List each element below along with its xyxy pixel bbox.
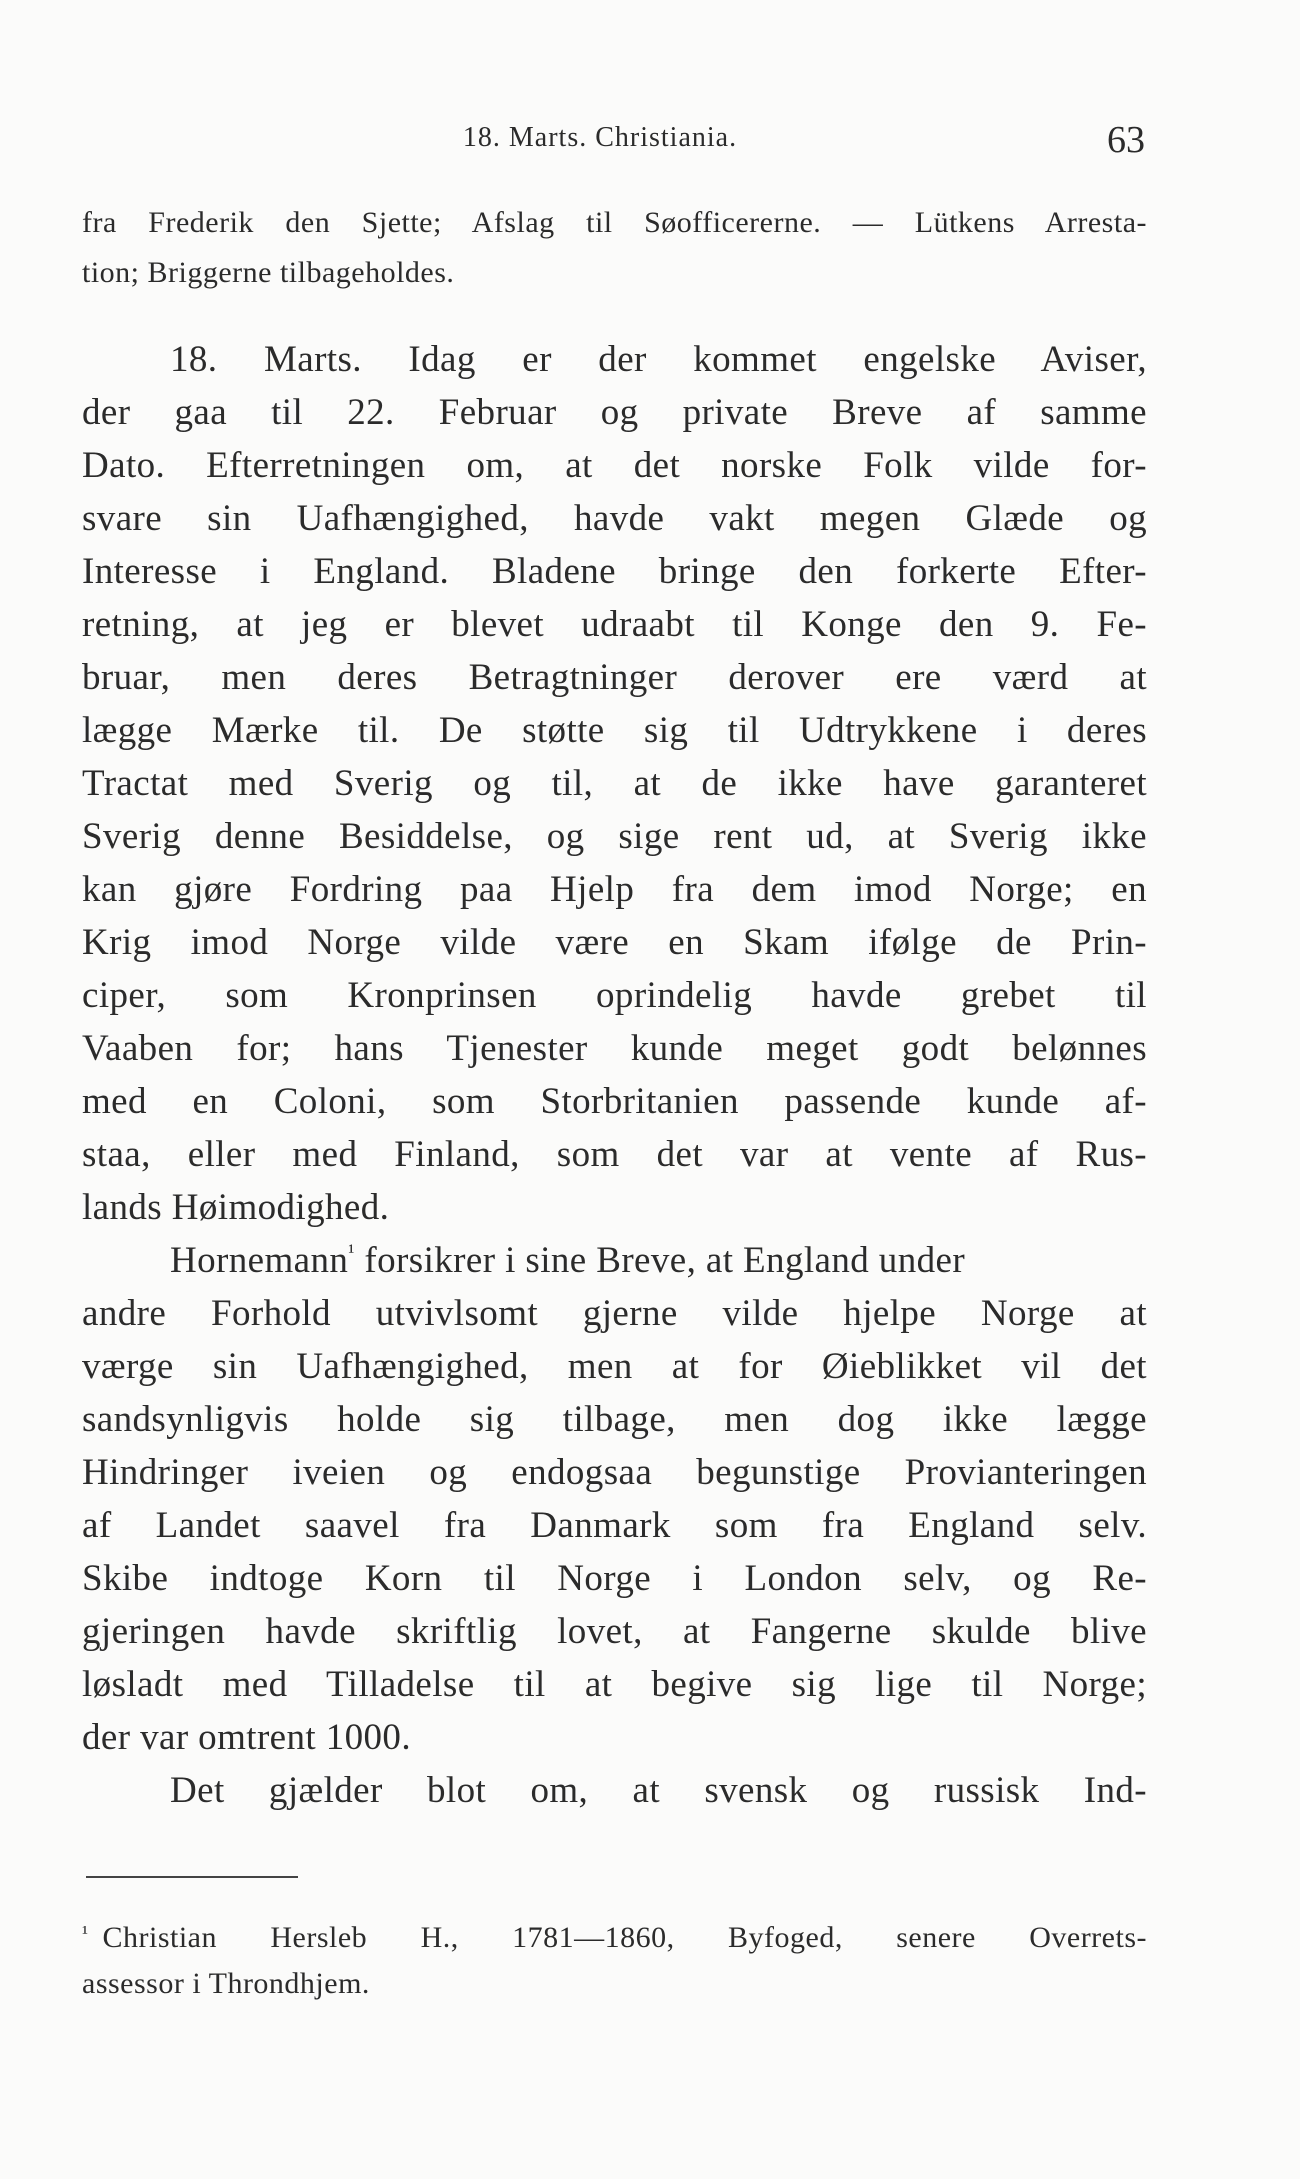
text-line: Vaaben for; hans Tjenester kunde meget godt belønnes [82, 1028, 1147, 1069]
footnote-marker: ¹ [82, 1922, 89, 1944]
line-start: Hornemann [170, 1240, 349, 1281]
text-line: andre Forhold utvivlsomt gjerne vilde hjelpe Norge at [82, 1293, 1147, 1334]
text-line: lands Høimodighed. [82, 1187, 390, 1228]
text-line: lægge Mærke til. De støtte sig til Udtrykkene i deres [82, 710, 1147, 751]
text-line: Hindringer iveien og endogsaa begunstige Provianteringen [82, 1452, 1147, 1493]
text-line: kan gjøre Fordring paa Hjelp fra dem imod Norge; en [82, 869, 1147, 910]
text-line: 18. Marts. Idag er der kommet engelske Aviser, [170, 339, 1147, 380]
footnote-line: assessor i Throndhjem. [82, 1967, 370, 2000]
text-line: gjeringen havde skriftlig lovet, at Fangerne skulde blive [82, 1611, 1147, 1652]
text-line: Skibe indtoge Korn til Norge i London selv, og Re- [82, 1558, 1147, 1599]
text-line: Sverig denne Besiddelse, og sige rent ud, at Sverig ikke [82, 816, 1147, 857]
text-line: retning, at jeg er blevet udraabt til Konge den 9. Fe- [82, 604, 1147, 645]
page-number: 63 [1107, 119, 1145, 161]
text-line: der var omtrent 1000. [82, 1717, 411, 1758]
text-line: Tractat med Sverig og til, at de ikke have garanteret [82, 763, 1147, 804]
text-line: Interesse i England. Bladene bringe den forkerte Efter- [82, 551, 1147, 592]
text-line: Krig imod Norge vilde være en Skam ifølge de Prin- [82, 922, 1147, 963]
running-title: 18. Marts. Christiania. [462, 122, 738, 153]
footnote-divider [86, 1876, 298, 1878]
text-line: af Landet saavel fra Danmark som fra England selv. [82, 1505, 1147, 1546]
text-line: der gaa til 22. Februar og private Breve af samme [82, 392, 1147, 433]
summary-line: tion; Briggerne tilbageholdes. [82, 256, 455, 289]
footnote-text: Christian Hersleb H., 1781—1860, Byfoged, senere Overrets- [102, 1921, 1147, 1954]
text-line: løsladt med Tilladelse til at begive sig lige til Norge; [82, 1664, 1147, 1705]
summary-line: fra Frederik den Sjette; Afslag til Søofficererne. — Lütkens Arresta- [82, 206, 1147, 239]
text-line: sandsynligvis holde sig tilbage, men dog ikke lægge [82, 1399, 1147, 1440]
text-line: Dato. Efterretningen om, at det norske Folk vilde for- [82, 445, 1147, 486]
text-line: bruar, men deres Betragtninger derover ere værd at [82, 657, 1147, 698]
text-line: med en Coloni, som Storbritanien passende kunde af- [82, 1081, 1147, 1122]
text-line: værge sin Uafhængighed, men at for Øieblikket vil det [82, 1346, 1147, 1387]
text-line: staa, eller med Finland, som det var at vente af Rus- [82, 1134, 1147, 1175]
footnote-line [82, 1921, 1147, 1955]
line-rest: forsikrer i sine Breve, at England under [354, 1240, 966, 1281]
text-line: ciper, som Kronprinsen oprindelig havde grebet til [82, 975, 1147, 1016]
text-line: svare sin Uafhængighed, havde vakt megen Glæde og [82, 498, 1147, 539]
text-line: Det gjælder blot om, at svensk og russisk Ind- [170, 1770, 1147, 1811]
footnote-ref: ¹ [348, 1241, 355, 1264]
text-line [170, 1239, 1147, 1282]
running-head [0, 118, 1300, 164]
